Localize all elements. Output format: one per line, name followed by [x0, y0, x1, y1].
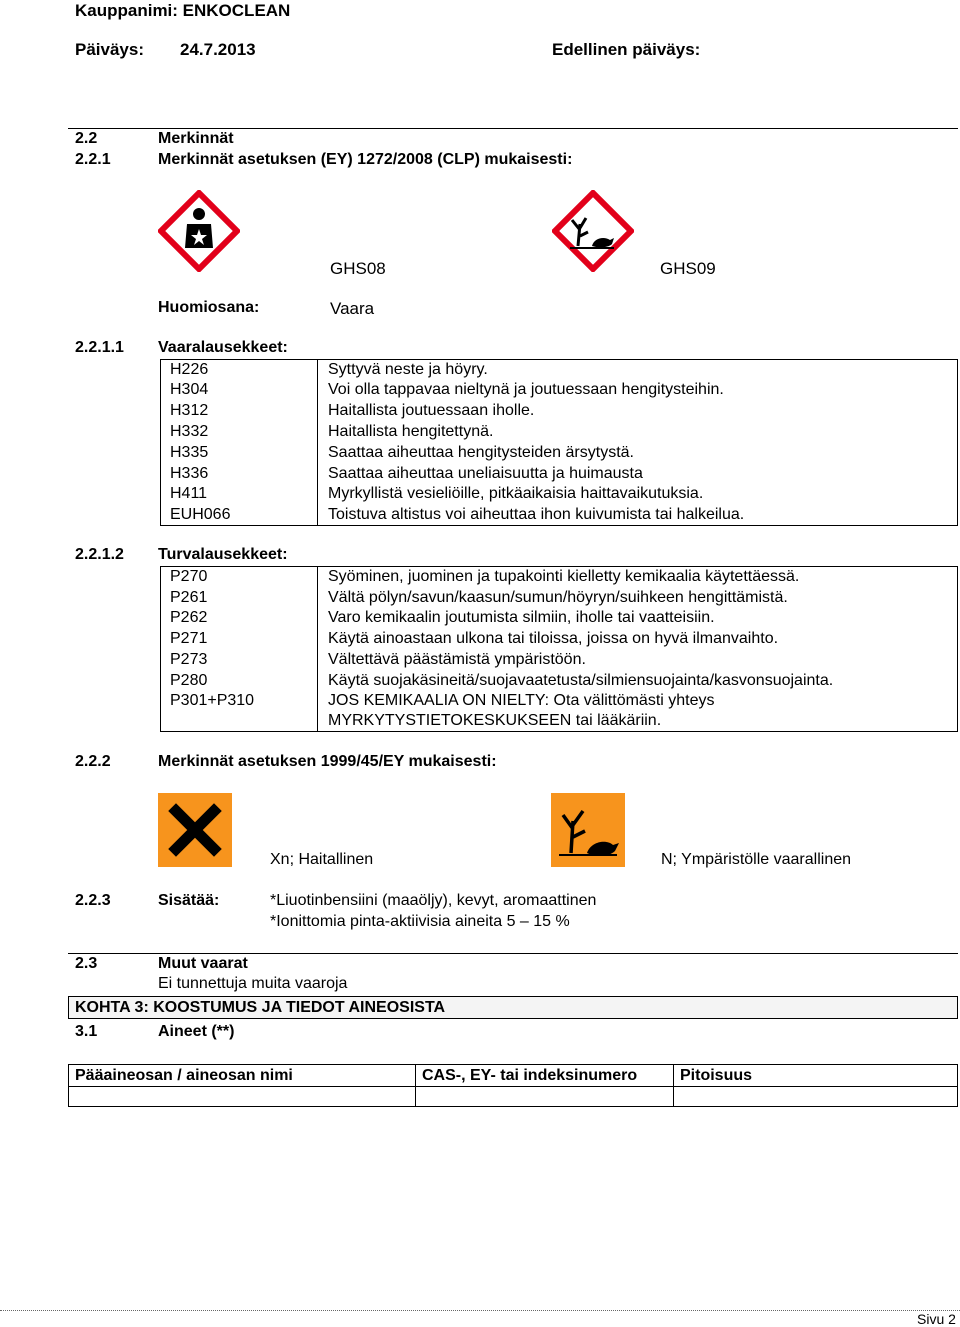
hazard-text: Voi olla tappavaa nieltynä ja joutuessaan hengitysteihin. — [328, 381, 724, 398]
table-cell — [415, 1086, 674, 1107]
page-number: Sivu 2 — [917, 1311, 956, 1327]
precautionary-code: P261 — [170, 589, 208, 606]
hazard-text: Saattaa aiheuttaa uneliaisuutta ja huimausta — [328, 465, 643, 482]
xn-label: Xn; Haitallinen — [270, 851, 374, 868]
section-2-2-title: Merkinnät — [158, 130, 234, 147]
precautionary-statements-title: Turvalausekkeet: — [158, 546, 288, 563]
hazard-code: H332 — [170, 423, 209, 440]
section-2-2-3-number: 2.2.3 — [75, 892, 111, 909]
other-hazards-text: Ei tunnettuja muita vaaroja — [158, 975, 348, 992]
precautionary-text: Käytä ainoastaan ulkona tai tiloissa, joissa on hyvä ilmanvaihto. — [328, 630, 779, 647]
ghs08-health-hazard-icon — [158, 190, 240, 272]
section-top-divider — [68, 128, 958, 129]
precautionary-code: P271 — [170, 630, 208, 647]
hazard-code: H304 — [170, 381, 209, 398]
hazard-statements-number: 2.2.1.1 — [75, 339, 124, 356]
section-2-2-3-title: Sisätää: — [158, 892, 220, 909]
section-2-2-2-number: 2.2.2 — [75, 753, 111, 770]
precautionary-code: P273 — [170, 651, 208, 668]
section-3-1-number: 3.1 — [75, 1023, 98, 1040]
precautionary-code: P280 — [170, 672, 208, 689]
section-3-1-title: Aineet (**) — [158, 1023, 235, 1040]
hazard-text: Myrkyllistä vesieliöille, pitkäaikaisia haittavaikutuksia. — [328, 485, 704, 502]
footer-divider — [0, 1310, 960, 1311]
xn-harmful-icon — [158, 793, 232, 867]
contains-line-1: *Liuotinbensiini (maaöljy), kevyt, aromaattinen — [270, 892, 597, 909]
previous-date-label: Edellinen päiväys: — [552, 40, 701, 59]
hazard-code: H226 — [170, 361, 209, 378]
precautionary-code: P262 — [170, 609, 208, 626]
precautionary-text: Vältä pölyn/savun/kaasun/sumun/höyryn/suihkeen hengittämistä. — [328, 589, 788, 606]
precautionary-text-continued: MYRKYTYSTIETOKESKUKSEEN tai lääkäriin. — [328, 712, 662, 729]
ghs09-label: GHS09 — [660, 259, 716, 278]
section-2-2-number: 2.2 — [75, 130, 98, 147]
section-2-2-2-title: Merkinnät asetuksen 1999/45/EY mukaisesti: — [158, 753, 497, 770]
precautionary-text: Vältettävä päästämistä ympäristöön. — [328, 651, 586, 668]
section-2-3-divider — [68, 953, 958, 954]
n-environment-icon — [551, 793, 625, 867]
hazard-code: H312 — [170, 402, 209, 419]
hazard-code: H335 — [170, 444, 209, 461]
section-2-3-number: 2.3 — [75, 955, 98, 972]
precautionary-statements-number: 2.2.1.2 — [75, 546, 124, 563]
precautionary-text: Varo kemikaalin joutumista silmiin, iholle tai vaatteisiin. — [328, 609, 715, 626]
signal-word-label: Huomiosana: — [158, 299, 260, 316]
trade-name: Kauppanimi: ENKOCLEAN — [75, 1, 291, 20]
contains-line-2: *Ionittomia pinta-aktiivisia aineita 5 – 15 % — [270, 913, 570, 930]
date-value: 24.7.2013 — [180, 40, 256, 59]
table-cell — [673, 1086, 958, 1107]
n-label: N; Ympäristölle vaarallinen — [661, 851, 852, 868]
ghs08-label: GHS08 — [330, 259, 386, 278]
hazard-text: Toistuva altistus voi aiheuttaa ihon kuivumista tai halkeilua. — [328, 506, 745, 523]
hazard-text: Haitallista joutuessaan iholle. — [328, 402, 535, 419]
hazard-text: Syttyvä neste ja höyry. — [328, 361, 488, 378]
hazard-code: H336 — [170, 465, 209, 482]
section-3-heading: KOHTA 3: KOOSTUMUS JA TIEDOT AINEOSISTA — [75, 999, 446, 1016]
precautionary-text: JOS KEMIKAALIA ON NIELTY: Ota välittömästi yhteys — [328, 692, 715, 709]
signal-word: Vaara — [330, 299, 375, 318]
precautionary-text: Syöminen, juominen ja tupakointi kielletty kemikaalia käytettäessä. — [328, 568, 800, 585]
hazard-code: EUH066 — [170, 506, 231, 523]
table-cell — [68, 1086, 416, 1107]
hazard-text: Saattaa aiheuttaa hengitysteiden ärsytystä. — [328, 444, 634, 461]
column-header-concentration: Pitoisuus — [680, 1067, 753, 1084]
precautionary-text: Käytä suojakäsineitä/suojavaatetusta/silmiensuojainta/kasvonsuojainta. — [328, 672, 834, 689]
precautionary-code: P270 — [170, 568, 208, 585]
column-header-name: Pääaineosan / aineosan nimi — [75, 1067, 293, 1084]
section-2-3-title: Muut vaarat — [158, 955, 248, 972]
section-2-2-1-number: 2.2.1 — [75, 151, 111, 168]
column-header-cas: CAS-, EY- tai indeksinumero — [422, 1067, 638, 1084]
precautionary-code: P301+P310 — [170, 692, 255, 709]
ghs09-environment-icon — [552, 190, 634, 272]
section-2-2-1-title: Merkinnät asetuksen (EY) 1272/2008 (CLP) mukaisesti: — [158, 151, 573, 168]
date-label: Päiväys: — [75, 40, 144, 59]
hazard-statements-title: Vaaralausekkeet: — [158, 339, 288, 356]
hazard-text: Haitallista hengitettynä. — [328, 423, 494, 440]
hazard-code: H411 — [170, 485, 208, 502]
